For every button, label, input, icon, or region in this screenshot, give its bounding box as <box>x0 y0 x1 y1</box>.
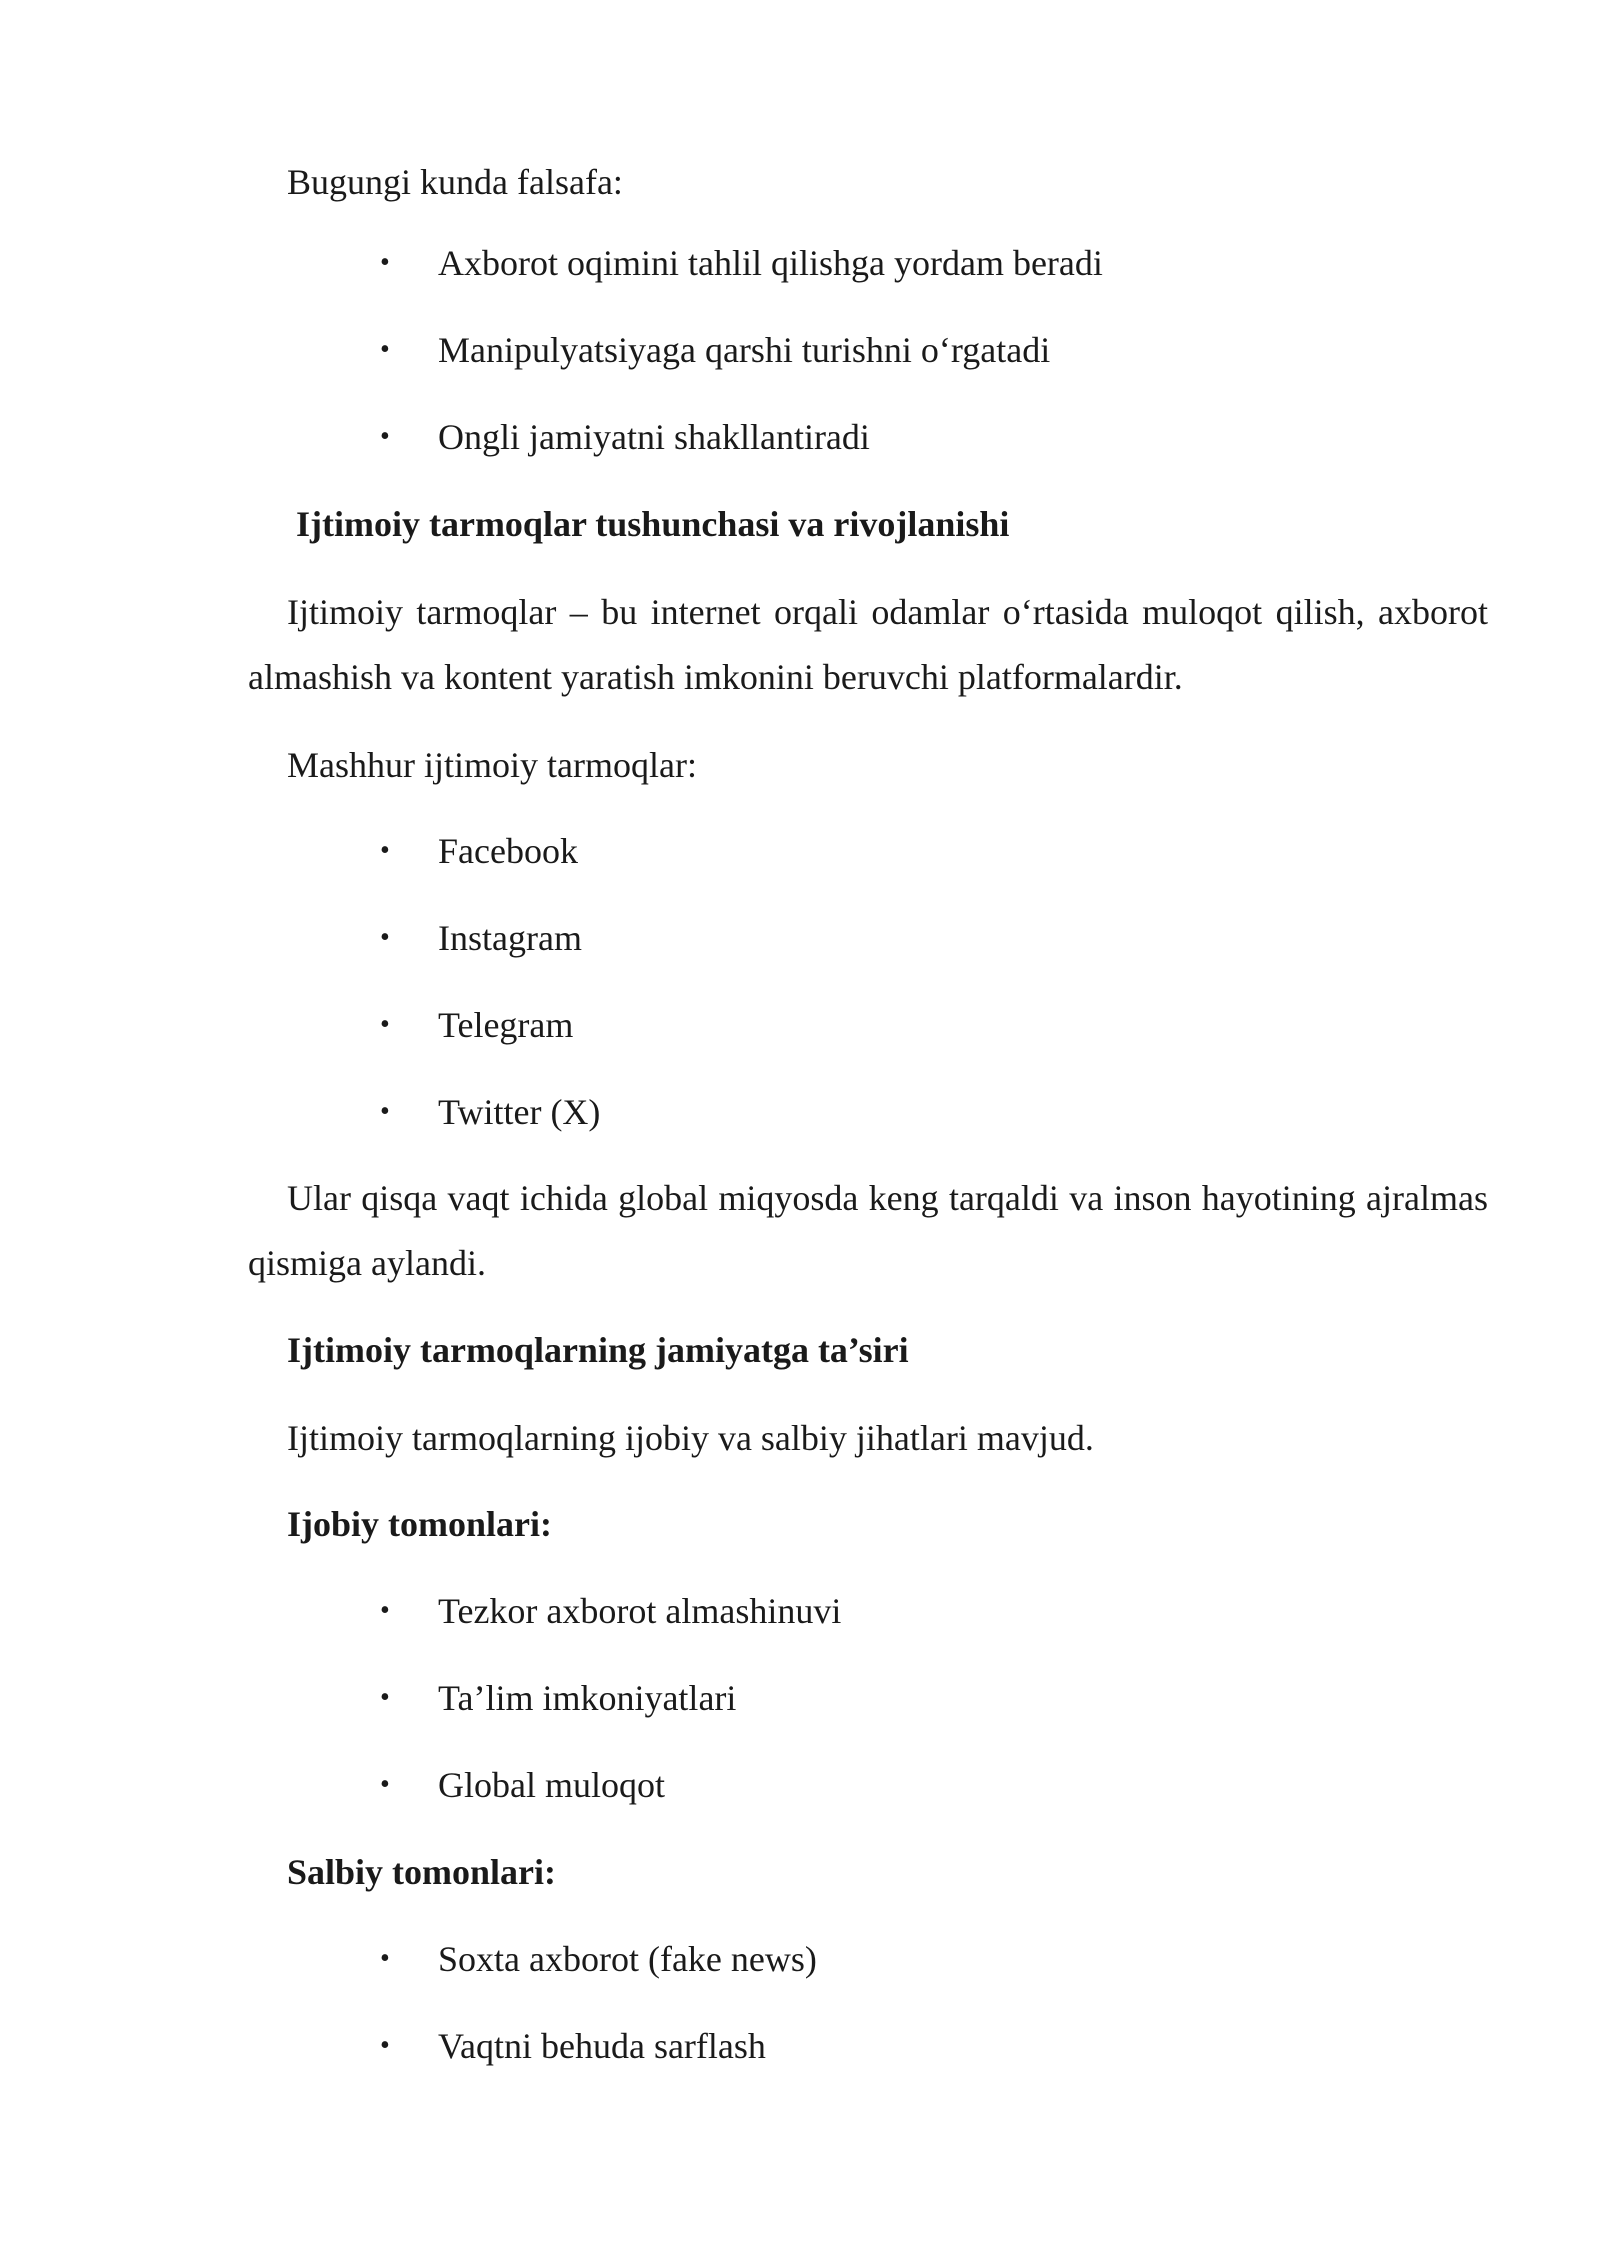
bullet-icon: • <box>380 922 390 953</box>
list-item-text: Axborot oqimini tahlil qilishga yordam beradi <box>438 243 1103 283</box>
bullet-icon: • <box>380 835 390 866</box>
list-item-text: Telegram <box>438 1005 574 1045</box>
list-item-text: Soxta axborot (fake news) <box>438 1939 817 1979</box>
bullet-icon: • <box>380 1009 390 1040</box>
negative-label: Salbiy tomonlari: <box>287 1852 557 1892</box>
list-item-text: Facebook <box>438 831 578 871</box>
list-item-text: Ongli jamiyatni shakllantiradi <box>438 417 870 457</box>
list-item-text: Tezkor axborot almashinuvi <box>438 1591 842 1631</box>
closing-paragraph: Ular qisqa vaqt ichida global miqyosda keng tarqaldi va inson hayotining ajralmas qismiga aylandi. <box>248 1178 1488 1283</box>
list-item-text: Ta’lim imkoniyatlari <box>438 1678 737 1718</box>
list-item-text: Manipulyatsiyaga qarshi turishni o‘rgatadi <box>438 330 1051 370</box>
bullet-icon: • <box>380 1943 390 1974</box>
bullet-icon: • <box>380 2030 390 2061</box>
bullet-icon: • <box>380 421 390 452</box>
bullet-icon: • <box>380 1595 390 1626</box>
bullet-icon: • <box>380 1682 390 1713</box>
section-heading-concept: Ijtimoiy tarmoqlar tushunchasi va rivojlanishi <box>296 504 1010 544</box>
list-item-text: Vaqtni behuda sarflash <box>438 2026 766 2066</box>
list-item-text: Twitter (X) <box>438 1092 601 1132</box>
definition-paragraph: Ijtimoiy tarmoqlar – bu internet orqali odamlar o‘rtasida muloqot qilish, axborot almashish va kontent yaratish imkonini beruvchi platformalardir. <box>248 592 1488 697</box>
bullet-icon: • <box>380 247 390 278</box>
list-item-text: Global muloqot <box>438 1765 665 1805</box>
intro-label: Bugungi kunda falsafa: <box>287 162 623 202</box>
positive-label: Ijobiy tomonlari: <box>287 1504 552 1544</box>
impact-intro: Ijtimoiy tarmoqlarning ijobiy va salbiy jihatlari mavjud. <box>287 1418 1094 1458</box>
bullet-icon: • <box>380 334 390 365</box>
list-item-text: Instagram <box>438 918 582 958</box>
section-heading-impact: Ijtimoiy tarmoqlarning jamiyatga ta’siri <box>287 1330 909 1370</box>
bullet-icon: • <box>380 1096 390 1127</box>
bullet-icon: • <box>380 1769 390 1800</box>
networks-label: Mashhur ijtimoiy tarmoqlar: <box>287 745 697 785</box>
